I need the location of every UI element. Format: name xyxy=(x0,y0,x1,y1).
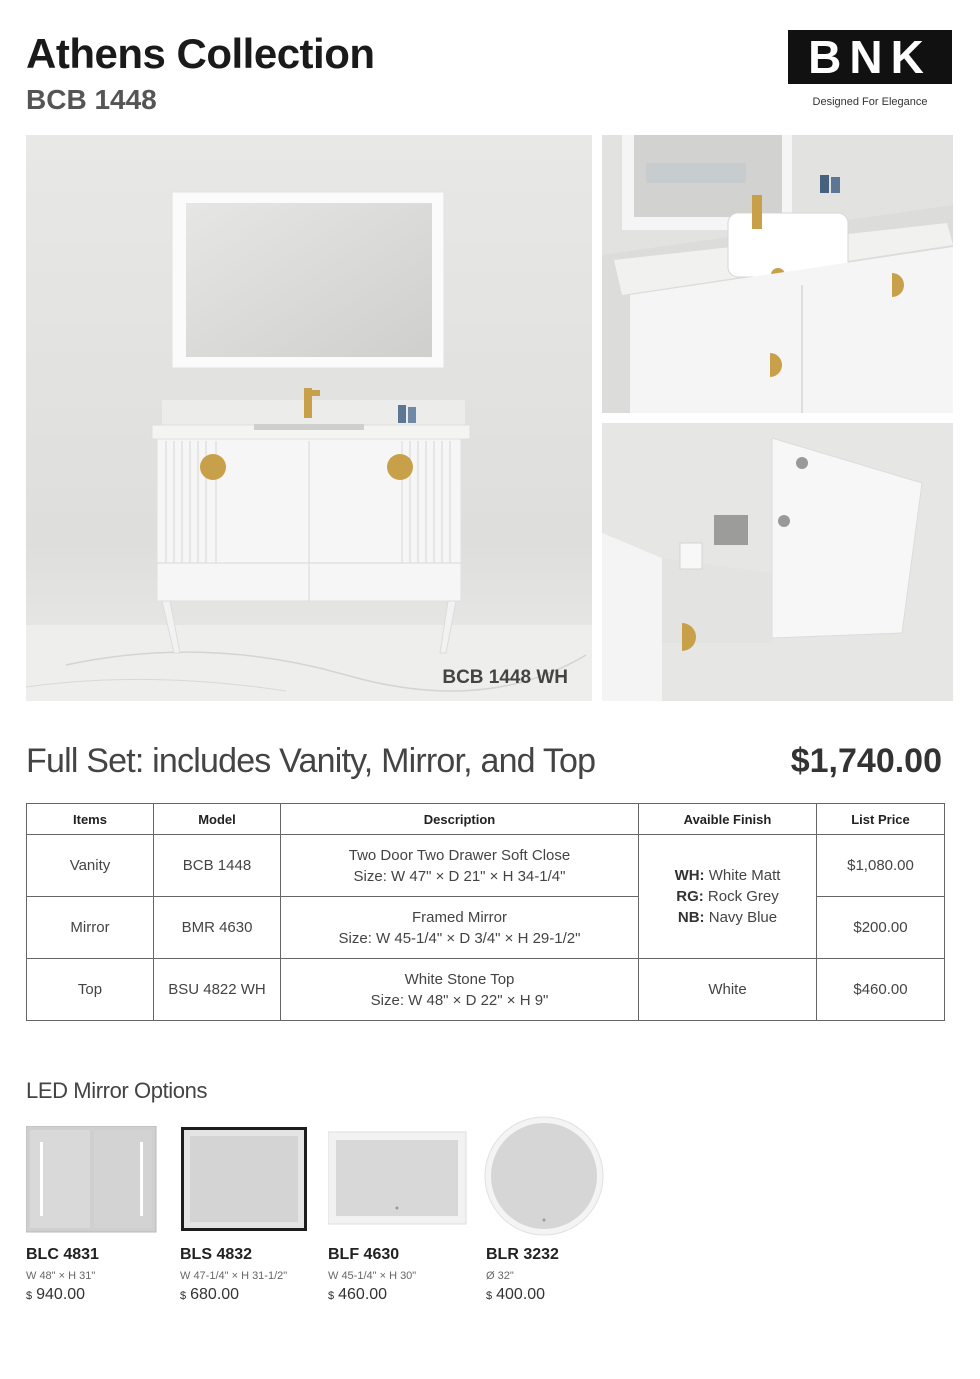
currency-symbol: $ xyxy=(328,1290,335,1302)
led-model: BLR 3232 xyxy=(486,1246,559,1263)
mirror-thumbnail xyxy=(328,1126,468,1234)
mirror-thumbnail xyxy=(484,1116,608,1240)
led-price-value: 460.00 xyxy=(338,1286,388,1303)
led-price-value: 680.00 xyxy=(190,1286,240,1303)
column-header: List Price xyxy=(817,804,945,835)
finish-name: Rock Grey xyxy=(707,888,779,905)
led-dimensions: W 45-1/4" × H 30" xyxy=(328,1270,417,1282)
led-price-value: 400.00 xyxy=(496,1286,546,1303)
description-cell xyxy=(281,959,639,1021)
led-price xyxy=(180,1286,330,1304)
currency-symbol: $ xyxy=(180,1290,187,1302)
led-dimensions: W 48" × H 31" xyxy=(26,1270,96,1282)
page-subtitle: BCB 1448 xyxy=(26,84,157,115)
vanity-main-photo xyxy=(26,135,592,701)
finish-code: RG: xyxy=(676,888,704,905)
sink-detail-photo xyxy=(602,135,953,413)
description-cell xyxy=(281,835,639,897)
finish-name: Navy Blue xyxy=(708,909,778,926)
open-cabinet-illustration xyxy=(602,423,953,701)
description-line: White Stone Top xyxy=(404,970,515,988)
led-model: BLF 4630 xyxy=(328,1246,400,1263)
vanity-illustration xyxy=(26,135,592,701)
column-header: Model xyxy=(154,804,281,835)
finish-code: NB: xyxy=(677,909,705,926)
led-model: BLC 4831 xyxy=(26,1246,99,1263)
model-cell: BMR 4630 xyxy=(154,897,281,959)
table-row xyxy=(27,835,945,897)
full-set-price: $1,740.00 xyxy=(790,742,942,780)
description-cell xyxy=(281,897,639,959)
led-option-blc xyxy=(26,1126,176,1304)
currency-symbol: $ xyxy=(486,1290,493,1302)
spec-table xyxy=(26,803,945,1021)
black-frame-mirror-image xyxy=(180,1126,312,1230)
finish-option xyxy=(640,886,815,907)
open-cabinet-photo xyxy=(602,423,953,701)
full-set-title: Full Set: includes Vanity, Mirror, and Top xyxy=(26,742,596,780)
finish-cell xyxy=(639,835,817,959)
model-cell: BSU 4822 WH xyxy=(154,959,281,1021)
round-mirror-image xyxy=(486,1126,618,1230)
table-header-row xyxy=(27,804,945,835)
description-line: Framed Mirror xyxy=(411,908,507,926)
led-option-blr xyxy=(486,1126,636,1304)
frameless-mirror-image xyxy=(328,1126,460,1230)
medicine-cabinet-mirror-image xyxy=(26,1126,158,1230)
model-cell: BCB 1448 xyxy=(154,835,281,897)
led-model: BLS 4832 xyxy=(180,1246,253,1263)
column-header: Items xyxy=(27,804,154,835)
finish-cell: White xyxy=(639,959,817,1021)
led-option-bls xyxy=(180,1126,330,1304)
description-line: Two Door Two Drawer Soft Close xyxy=(348,846,571,864)
finish-name: White Matt xyxy=(708,867,781,884)
finish-option xyxy=(640,865,815,886)
size-line: Size: W 47" × D 21" × H 34-1/4" xyxy=(353,867,566,885)
item-cell: Vanity xyxy=(27,835,154,897)
brand-logo: BNK xyxy=(788,30,952,84)
main-photo-caption: BCB 1448 WH xyxy=(442,667,568,688)
currency-symbol: $ xyxy=(26,1290,33,1302)
led-section-title: LED Mirror Options xyxy=(26,1078,208,1103)
finish-option xyxy=(640,907,815,928)
sink-detail-illustration xyxy=(602,135,953,413)
led-dimensions: Ø 32" xyxy=(486,1270,514,1282)
size-line: Size: W 48" × D 22" × H 9" xyxy=(370,991,549,1009)
price-cell: $1,080.00 xyxy=(817,835,945,897)
led-price xyxy=(486,1286,636,1304)
led-price xyxy=(26,1286,176,1304)
table-row xyxy=(27,959,945,1021)
column-header: Avaible Finish xyxy=(639,804,817,835)
page-title: Athens Collection xyxy=(26,30,375,77)
led-dimensions: W 47-1/4" × H 31-1/2" xyxy=(180,1270,288,1282)
brand-tagline: Designed For Elegance xyxy=(812,96,928,108)
finish-code: WH: xyxy=(674,867,705,884)
led-option-blf xyxy=(328,1126,478,1304)
price-cell: $460.00 xyxy=(817,959,945,1021)
mirror-thumbnail xyxy=(180,1126,312,1234)
led-price xyxy=(328,1286,478,1304)
item-cell: Top xyxy=(27,959,154,1021)
mirror-thumbnail xyxy=(26,1126,158,1234)
item-cell: Mirror xyxy=(27,897,154,959)
led-price-value: 940.00 xyxy=(36,1286,86,1303)
column-header: Description xyxy=(281,804,639,835)
size-line: Size: W 45-1/4" × D 3/4" × H 29-1/2" xyxy=(338,929,581,947)
price-cell: $200.00 xyxy=(817,897,945,959)
